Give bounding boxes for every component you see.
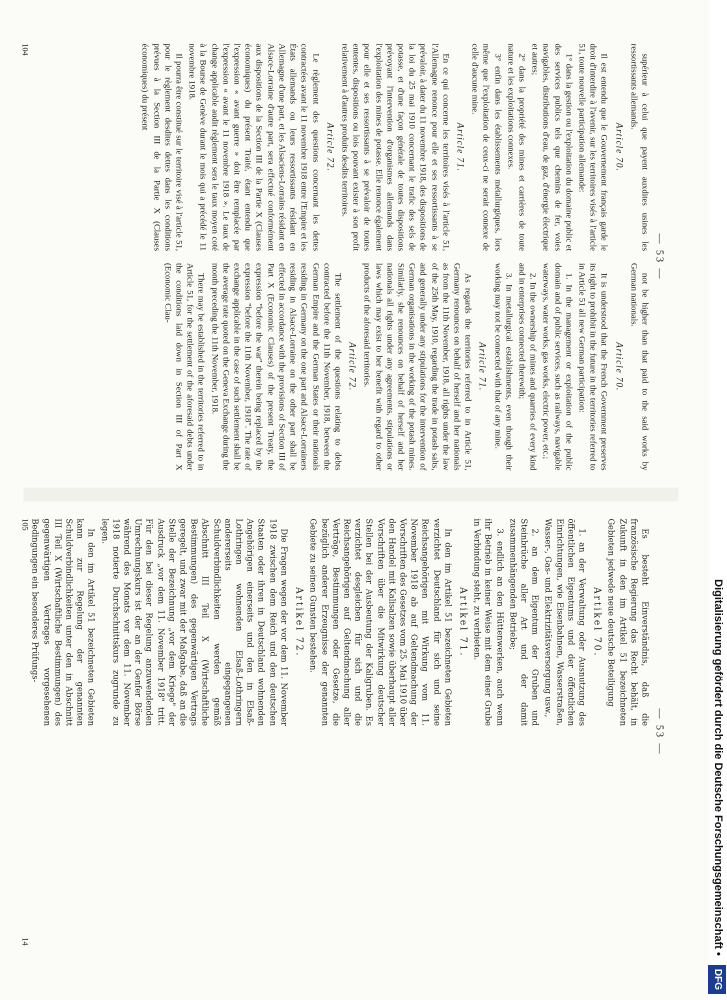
paragraph: There may be established in the territories referred to in Article 51, for the settlement of the aforesaid debts under the conditions laid down in Section III of Part X (Economic Clau- bbox=[163, 263, 207, 471]
paragraph: The settlement of the questions relating to debts contracted before the 11th November, 1918, between the German Empire and the German States or their nationals residing in Germany on the one part and Alsace-Lorrainers residing in Alsace-Lorraine on the other part shall be effected in accordance with the provisions of Section III of Part X (Economic Clauses) of the present Treaty, the expression "before the war" therein being replaced by the expression "before the 11th November, 1918". The rate of exchange applicable in the case of such settlement shall be the average rate quoted on the Geneva Exchange during the month preceding the 11th November, 1918. bbox=[210, 263, 344, 471]
paragraph: Es besteht Einverständnis, daß die französische Regierung das Recht behält, in Zukunft in den im Artikel 51 bezeichneten Gebieten jedwede neue deutsche Beteiligung bbox=[606, 518, 651, 726]
paragraph: In den im Artikel 51 bezeichneten Gebieten verzichtet Deutschland für sich und seine Reichsangehörigen mit Wirkung vom 11. November 1918 ab auf Geltendmachung der Vorschriften des Gesetzes vom 25. Mai 1910 über den Handel mit Kalisalzen sowie überhaupt aller Vorschriften über die Mitwirkung deutscher Stellen bei der Ausbeutung der Kaligruben. Es verzichtet desgleichen für sich und die Reichsangehörigen auf Geltendmachung aller Verträge, Bestimmungen oder Gesetze, die bezüglich anderer Erzeugnisse der genannten Gebiete zu seinen Gunsten bestehen. bbox=[308, 518, 454, 726]
paragraph: 2. In the ownership of mines and quarries of every kind and in enterprises connected therewith; bbox=[517, 263, 539, 471]
running-head: — 53 — bbox=[653, 233, 665, 281]
page-number: 104 bbox=[20, 43, 30, 56]
paragraph: not be higher than that paid to the said works by German nationals. bbox=[629, 263, 651, 471]
article-heading: Artikel 71. bbox=[457, 587, 468, 658]
article-heading: Artikel 72. bbox=[293, 587, 304, 658]
french-column bbox=[61, 44, 651, 252]
english-column bbox=[61, 263, 651, 471]
article-heading: Article 71. bbox=[477, 342, 488, 392]
scanned-spread bbox=[20, 30, 679, 960]
article-heading: Article 70. bbox=[614, 342, 625, 392]
dfg-logo: DFG bbox=[708, 965, 726, 994]
paragraph: 3. endlich an den Hüttenwerken, auch wenn ihr Betrieb in keiner Weise mit dem einer Grube in Verbindung steht, zu verbieten. bbox=[472, 518, 506, 726]
text-columns bbox=[30, 518, 651, 946]
paragraph: In den im Artikel 51 bezeichneten Gebieten kann zur Regelung der genannten Schuldverbindlichkeiten unter den in Abschnitt III Teil X (Wirtschaftliche Bestimmungen) des gegenwärtigen Vertrages vorgesehenen Bedingungen ein besonderes Prüfungs- bbox=[30, 518, 97, 726]
paragraph: En ce qui concerne les territoires visés à l'article 51, l'Allemagne renonce pour elle et ses ressortissants à se prévaloir, à dater du 11 novembre 1918, des dispositions de la loi du 25 mai 1910 concernant le trafic des sels de potasse, et d'une façon générale de toutes dispositions prévoyant l'intervention d'organismes allemands dans l'exploitation des mines de potasse. Elle renonce également pour elle et ses ressortissants à se prévaloir de toutes ententes, dispositions ou lois pouvant exister à son profit relativement à d'autres produits desdits territoires. bbox=[340, 43, 452, 251]
paragraph: Le règlement des questions concernant les dettes contractées avant le 11 novembre 1918 entre l'Empire et les États allemands ou leurs ressortissants résidant en Allemagne d'une part, et les Alsaciens-Lorrains résidant en Alsace-Lorraine d'autre part, sera effectué conformément aux dispositions de la Section III de la Partie X (Clauses économiques) du présent Traité, étant entendu que l'expression « avant guerre » doit être remplacée par l'expression « avant le 11 novembre 1918 ». Le taux de change applicable audit règlement sera le taux moyen coté à la Bourse de Genève durant le mois qui a précédé le 11 novembre 1918. bbox=[187, 43, 322, 251]
paragraph: 1° dans la gestion ou l'exploitation du domaine public et des services publics tels que chemins de fer, voies navigables, distributions d'eau, de gaz, d'énergie électrique et autres; bbox=[530, 43, 575, 251]
banner-text-row bbox=[709, 0, 727, 1000]
article-heading: Article 71. bbox=[455, 122, 466, 172]
article-heading: Article 72. bbox=[347, 342, 358, 392]
left-page bbox=[20, 30, 679, 485]
printer-signature: 14 bbox=[20, 937, 30, 946]
banner-caption: Digitalisierung gefördert durch die Deutsche Forschungsgemeinschaft • bbox=[712, 579, 724, 956]
paragraph: 2° dans la propriété des mines et carrières de toute nature et les exploitations connexes. bbox=[506, 43, 528, 251]
paragraph: Il pourra être constitué sur le territoire visé à l'article 51, pour le règlement desdites dettes dans les conditions prévues à la Section III de la Partie X (Clauses économiques) du présent bbox=[140, 43, 185, 251]
text-columns bbox=[61, 44, 651, 471]
page-number: 105 bbox=[20, 518, 30, 531]
paragraph: It is understood that the French Government preserves its right to prohibit in the future in the territories referred to in Article 51 all new German participation: bbox=[577, 263, 610, 471]
book-gutter bbox=[24, 488, 679, 502]
article-heading: Artikel 70. bbox=[591, 587, 602, 658]
paragraph: As regards the territories referred to in Article 51, Germany renounces on behalf of herself and her nationals as from the 11th November, 1918, all rights under the law of the 25th May, 1910, regarding the trade in potash salts, and generally under any stipulations for the intervention of German organisations in the working of the potash mines. Similarly, she renounces on behalf of herself and her nationals all rights under any agreements, stipulations or laws which may exist to her benefit with regard to other products of the aforesaid territories. bbox=[362, 263, 474, 471]
paragraph: 1. an der Verwaltung oder Ausnutzung des öffentlichen Eigentums und der öffentlichen Einrichtungen, wie Eisenbahnen, Wasserstraßen, Wasser-, Gas- und Elektrizitätsversorgung usw., bbox=[543, 518, 588, 726]
article-heading: Article 70. bbox=[614, 122, 625, 172]
paragraph: Il est entendu que le Gouvernement français garde le droit d'interdire à l'avenir, sur les territoires visés à l'article 51, toute nouvelle participation allemande: bbox=[577, 43, 610, 251]
paragraph: 3° enfin dans les établissements métallurgiques, lors même que l'exploitation de ceux-ci ne serait connexe de celle d'aucune mine. bbox=[470, 43, 504, 251]
empty-column bbox=[61, 738, 651, 946]
right-page bbox=[20, 505, 679, 960]
running-head: — 53 — bbox=[653, 708, 665, 756]
digitization-banner bbox=[709, 0, 727, 1000]
paragraph: supérieur à celui que payent auxdites usines les ressortissants allemands. bbox=[629, 43, 651, 251]
paragraph: 3. In metallurgical establishments, even though their working may not be connected with that of any mine. bbox=[493, 263, 515, 471]
paragraph: 1. In the management or exploitation of the public domain and of public services, such as railways, navigable waterways, water works, gas works, electric power, etc.; bbox=[541, 263, 575, 471]
article-heading: Article 72. bbox=[325, 122, 336, 172]
paragraph: Die Fragen wegen der vor dem 11. November 1918 zwischen dem Reich und den deutschen Staaten oder ihren in Deutschland wohnenden Angehörigen einerseits und den in Elsaß-Lothringen wohnenden Elsaß-Lothringern andererseits eingegangenen Schuldverbindlichkeiten werden gemäß Abschnitt III Teil X (Wirtschaftliche Bestimmungen) des gegenwärtigen Vertrags geregelt, und zwar mit der Maßgabe, daß an die Stelle der Bezeichnung „vor dem Kriege" der Ausdruck „vor dem 11. November 1918" tritt. Für den bei dieser Regelung anzuwendenden Umrechnungskurs ist der an der Genfer Börse während des Monats vor dem 11. November 1918 notierte Durchschnittskurs zugrunde zu legen. bbox=[100, 518, 290, 726]
german-column bbox=[30, 518, 651, 727]
paragraph: 2. an dem Eigentum der Gruben und Steinbrüche aller Art und der damit zusammenhängenden Betriebe; bbox=[508, 518, 541, 726]
